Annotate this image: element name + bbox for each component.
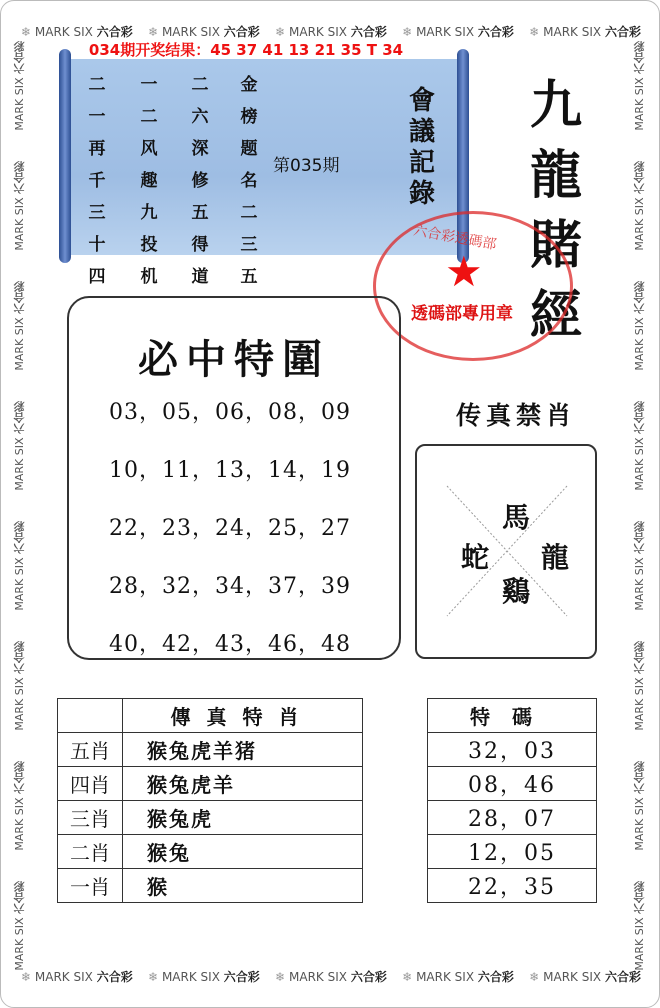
- poem-char: 投: [140, 235, 158, 255]
- watermark-item: MARK SIX 六合彩: [633, 161, 646, 251]
- poem-char: 五: [240, 267, 258, 287]
- watermark-item: ❄ MARK SIX 六合彩: [148, 970, 260, 984]
- brand-char: 經: [529, 285, 582, 346]
- poem-char: 三: [88, 203, 106, 223]
- snowflake-icon: ❄: [21, 970, 32, 984]
- meeting-record-title: [405, 86, 439, 210]
- tier-label: 四肖: [58, 767, 123, 801]
- watermark-item: MARK SIX 六合彩: [13, 281, 26, 371]
- watermark-item: MARK SIX 六合彩: [633, 641, 646, 731]
- table-row: [428, 869, 597, 903]
- poem-char: 修: [191, 171, 209, 191]
- watermark-item: ❄ MARK SIX 六合彩: [21, 970, 133, 984]
- table-header-zodiac: 傳真特肖: [123, 699, 363, 733]
- watermark-strip-right: [629, 41, 651, 971]
- watermark-item: ❄ MARK SIX 六合彩: [21, 25, 133, 39]
- tier-label: 三肖: [58, 801, 123, 835]
- tier-label: 五肖: [58, 733, 123, 767]
- scroll-rod-left: [59, 49, 71, 263]
- watermark-item: MARK SIX 六合彩: [13, 41, 26, 131]
- table-row: [58, 733, 363, 767]
- watermark-item: ❄ MARK SIX 六合彩: [148, 25, 260, 39]
- watermark-item: MARK SIX 六合彩: [13, 881, 26, 971]
- watermark-item: ❄ MARK SIX 六合彩: [529, 25, 641, 39]
- special-numbers-title: 必中特圍: [138, 336, 330, 383]
- poem-char: 一: [88, 107, 106, 127]
- poem-char: 趣: [140, 171, 158, 191]
- poem-char: 金: [240, 75, 258, 95]
- table-row: [428, 733, 597, 767]
- watermark-item: MARK SIX 六合彩: [13, 401, 26, 491]
- meeting-char: 記: [408, 148, 435, 178]
- meeting-char: 會: [408, 86, 435, 116]
- poem-char: 二: [140, 107, 158, 127]
- watermark-item: MARK SIX 六合彩: [633, 401, 646, 491]
- special-codes: 22，35: [428, 869, 597, 903]
- tier-label: 一肖: [58, 869, 123, 903]
- fax-forbidden-box: [415, 444, 597, 659]
- number-row: 03，05，06，08，09: [109, 400, 351, 425]
- poem-char: 得: [191, 235, 209, 255]
- poem-char: 二: [191, 75, 209, 95]
- special-codes: 12，05: [428, 835, 597, 869]
- watermark-item: ❄ MARK SIX 六合彩: [529, 970, 641, 984]
- poem-char: 二: [240, 203, 258, 223]
- watermark-item: ❄ MARK SIX 六合彩: [402, 970, 514, 984]
- table-row: [58, 869, 363, 903]
- meeting-char: 議: [408, 117, 435, 147]
- watermark-strip-left: [9, 41, 31, 971]
- watermark-item: ❄ MARK SIX 六合彩: [402, 25, 514, 39]
- poem-column: [189, 69, 211, 293]
- snowflake-icon: ❄: [148, 25, 159, 39]
- poem-char: 九: [140, 203, 158, 223]
- forbidden-animal-bottom: 鷄: [502, 575, 531, 608]
- special-numbers-list: [109, 398, 369, 688]
- star-icon: ★: [445, 247, 483, 296]
- number-row: 10，11，13，14，19: [109, 458, 351, 483]
- special-code-table: [427, 698, 597, 903]
- fax-zodiac-table: [57, 698, 363, 903]
- watermark-strip-bottom: [21, 968, 641, 985]
- forbidden-animal-left: 蛇: [461, 541, 490, 574]
- brand-char: 賭: [529, 215, 582, 276]
- tier-label: 二肖: [58, 835, 123, 869]
- snowflake-icon: ❄: [275, 970, 286, 984]
- poem-grid: [86, 69, 286, 287]
- poem-char: 十: [88, 235, 106, 255]
- watermark-item: MARK SIX 六合彩: [633, 761, 646, 851]
- fax-forbidden-title: 传真禁肖: [455, 401, 576, 430]
- poem-char: 风: [140, 139, 158, 159]
- zodiac-animals: 猴兔: [123, 835, 363, 869]
- zodiac-animals: 猴兔虎: [123, 801, 363, 835]
- snowflake-icon: ❄: [529, 25, 540, 39]
- table-header-row: [58, 699, 363, 733]
- poem-char: 五: [191, 203, 209, 223]
- poem-char: 道: [191, 267, 209, 287]
- issue-number: 第035期: [273, 156, 340, 176]
- poem-char: 榜: [240, 107, 258, 127]
- table-row: [428, 801, 597, 835]
- poem-char: 题: [240, 139, 258, 159]
- poem-char: 一: [140, 75, 158, 95]
- snowflake-icon: ❄: [148, 970, 159, 984]
- special-codes: 32，03: [428, 733, 597, 767]
- poem-char: 三: [240, 235, 258, 255]
- special-codes: 08，46: [428, 767, 597, 801]
- snowflake-icon: ❄: [402, 25, 413, 39]
- brand-char: 龍: [529, 145, 582, 206]
- snowflake-icon: ❄: [21, 25, 32, 39]
- watermark-strip-top: [21, 23, 641, 40]
- red-seal-stamp: [373, 211, 573, 361]
- forbidden-animal-top: 馬: [502, 501, 531, 534]
- zodiac-animals: 猴兔虎羊猪: [123, 733, 363, 767]
- snowflake-icon: ❄: [529, 970, 540, 984]
- watermark-item: MARK SIX 六合彩: [633, 521, 646, 611]
- previous-result-line: 034期开奖结果：45 37 41 13 21 35 T 34: [88, 41, 404, 59]
- watermark-item: MARK SIX 六合彩: [13, 521, 26, 611]
- watermark-item: MARK SIX 六合彩: [633, 881, 646, 971]
- watermark-item: MARK SIX 六合彩: [13, 161, 26, 251]
- table-row: [58, 767, 363, 801]
- poem-column: [86, 69, 108, 293]
- poem-char: 千: [88, 171, 106, 191]
- poem-char: 名: [240, 171, 258, 191]
- table-row: [428, 767, 597, 801]
- poem-char: 二: [88, 75, 106, 95]
- meeting-char: 錄: [408, 179, 435, 209]
- watermark-item: MARK SIX 六合彩: [633, 41, 646, 131]
- forbidden-animal-right: 龍: [541, 541, 570, 574]
- zodiac-animals: 猴兔虎羊: [123, 767, 363, 801]
- table-row: [58, 801, 363, 835]
- brand-char: 九: [529, 75, 582, 136]
- table-row: [58, 835, 363, 869]
- watermark-item: ❄ MARK SIX 六合彩: [275, 970, 387, 984]
- number-row: 22，23，24，25，27: [109, 516, 351, 541]
- poem-char: 机: [140, 267, 158, 287]
- watermark-item: MARK SIX 六合彩: [13, 761, 26, 851]
- snowflake-icon: ❄: [275, 25, 286, 39]
- poem-char: 深: [191, 139, 209, 159]
- number-row: 40，42，43，46，48: [109, 632, 351, 657]
- poem-char: 四: [88, 267, 106, 287]
- poem-column: [138, 69, 160, 293]
- table-header-row: [428, 699, 597, 733]
- poem-char: 六: [191, 107, 209, 127]
- number-row: 28，32，34，37，39: [109, 574, 351, 599]
- poem-char: 再: [88, 139, 106, 159]
- watermark-item: MARK SIX 六合彩: [633, 281, 646, 371]
- table-header-code: 特碼: [428, 699, 597, 733]
- watermark-item: ❄ MARK SIX 六合彩: [275, 25, 387, 39]
- special-numbers-box: [67, 296, 401, 660]
- zodiac-animals: 猴: [123, 869, 363, 903]
- table-row: [428, 835, 597, 869]
- poem-column: [238, 69, 260, 293]
- snowflake-icon: ❄: [402, 970, 413, 984]
- watermark-item: MARK SIX 六合彩: [13, 641, 26, 731]
- table-header-empty: [58, 699, 123, 733]
- stamp-label: 透碼部專用章: [411, 304, 513, 324]
- stamp-arc-text: 六合彩透碼部: [412, 222, 498, 254]
- special-codes: 28，07: [428, 801, 597, 835]
